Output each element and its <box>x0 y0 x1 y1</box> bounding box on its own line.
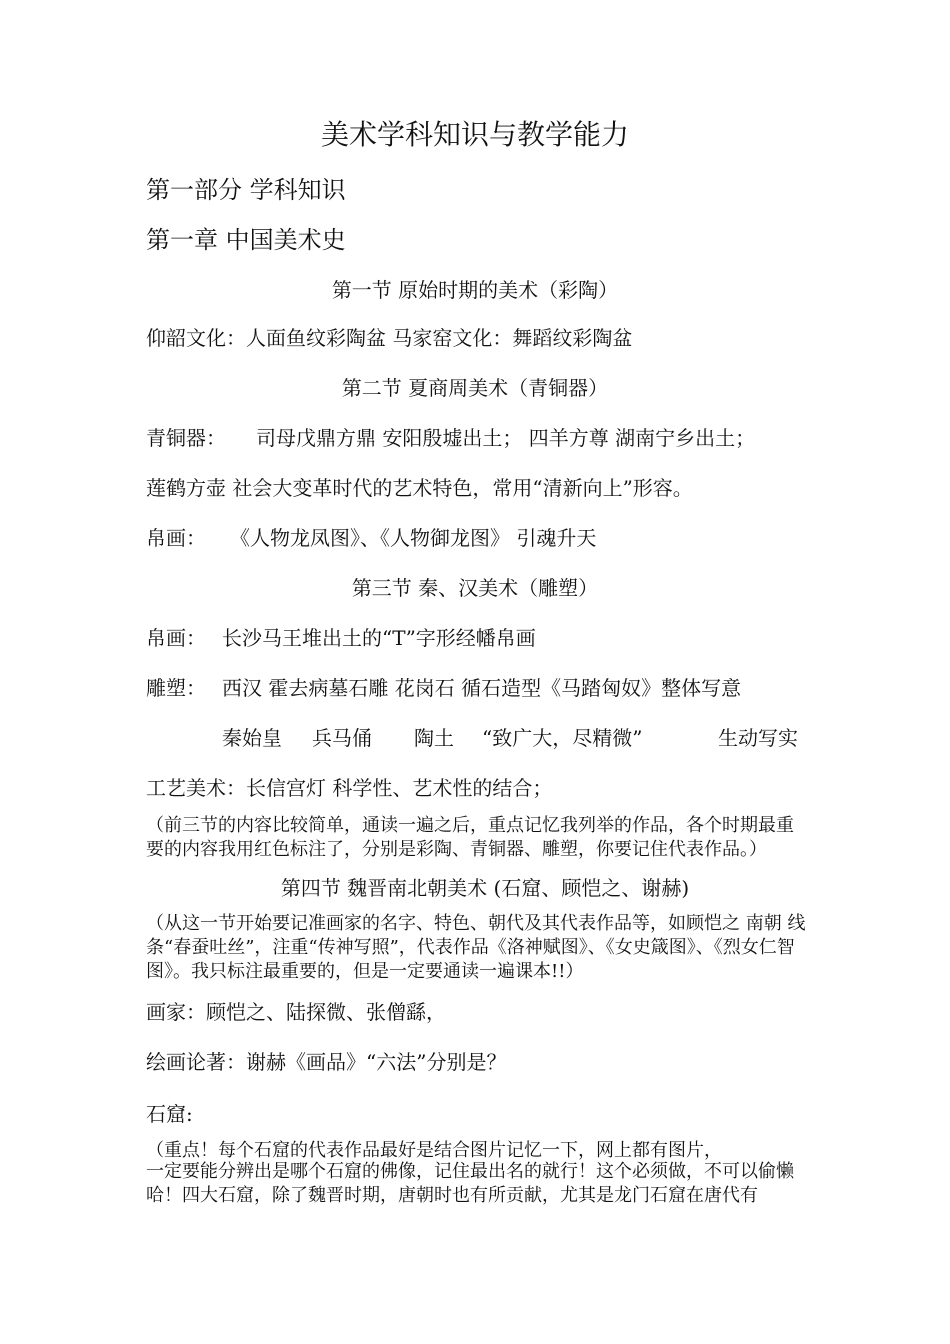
section-2-heading: 第二节 夏商周美术（青铜器） <box>341 376 609 400</box>
quote-text: “致广大，尽精微” <box>482 726 643 750</box>
silk-painting-line <box>146 522 596 551</box>
sculpture-line <box>146 672 741 701</box>
craft-line: 工艺美术：长信宫灯 科学性、艺术性的结合； <box>146 776 553 800</box>
vivid-text: 生动写实 <box>718 726 798 750</box>
qin-text: 秦始皇 <box>222 726 282 750</box>
silk-label: 帛画： <box>146 526 206 550</box>
painters-line: 画家：顾恺之、陆探微、张僧繇， <box>146 1000 446 1024</box>
bronze-text: 司母戊鼎方鼎 安阳殷墟出土； 四羊方尊 湖南宁乡出土； <box>256 426 756 450</box>
chapter-heading: 第一章 中国美术史 <box>146 226 346 254</box>
theory-line: 绘画论著：谢赫《画品》“六法”分别是？ <box>146 1050 507 1074</box>
lotus-line: 莲鹤方壶 社会大变革时代的艺术特色，常用“清新向上”形容。 <box>146 476 693 500</box>
part-heading: 第一部分 学科知识 <box>146 176 346 204</box>
han-silk-label: 帛画： <box>146 626 206 650</box>
silk-text: 《人物龙凤图》、《人物御龙图》 引魂升天 <box>230 526 597 550</box>
sculpture-label: 雕塑： <box>146 676 206 700</box>
bronze-label: 青铜器： <box>146 426 226 450</box>
grotto-note-line-1: （重点！每个石窟的代表作品最好是结合图片记忆一下，网上都有图片， <box>146 1140 722 1161</box>
terracotta-line <box>0 722 950 752</box>
section-4-note: （从这一节开始要记准画家的名字、特色、朝代及其代表作品等，如顾恺之 南朝 线条“春蚕吐丝”，注重“传神写照”，代表作品《洛神赋图》、《女史箴图》、《烈女仁智图》。我只标注最重要的，但是一定要通读一遍课本!!） <box>146 913 806 982</box>
section-3-note: （前三节的内容比较简单，通读一遍之后，重点记忆我列举的作品，各个时期最重要的内容我用红色标注了，分别是彩陶、青铜器、雕塑，你要记住代表作品。） <box>146 815 794 860</box>
grotto-label: 石窟: <box>146 1102 193 1126</box>
han-silk-text: 长沙马王堆出土的“T”字形经幡帛画 <box>222 626 536 650</box>
section-4-heading: 第四节 魏晋南北朝美术 (石窟、顾恺之、谢赫) <box>280 876 690 900</box>
grotto-note-line-2: 一定要能分辨出是哪个石窟的佛像，记住最出名的就行！这个必须做，不可以偷懒哈！四大石窟，除了魏晋时期，唐朝时也有所贡献，尤其是龙门石窟在唐代有 <box>146 1161 794 1206</box>
section-1-line: 仰韶文化：人面鱼纹彩陶盆 马家窑文化：舞蹈纹彩陶盆 <box>146 326 633 350</box>
section-3-heading: 第三节 秦、汉美术（雕塑） <box>351 576 599 600</box>
clay-text: 陶土 <box>414 726 454 750</box>
section-1-heading: 第一节 原始时期的美术（彩陶） <box>331 278 619 302</box>
document-title: 美术学科知识与教学能力 <box>320 118 629 151</box>
bronze-line <box>146 422 755 451</box>
terracotta-text: 兵马俑 <box>312 726 372 750</box>
han-silk-line <box>146 622 536 651</box>
sculpture-text: 西汉 霍去病墓石雕 花岗石 循石造型《马踏匈奴》整体写意 <box>222 676 742 700</box>
